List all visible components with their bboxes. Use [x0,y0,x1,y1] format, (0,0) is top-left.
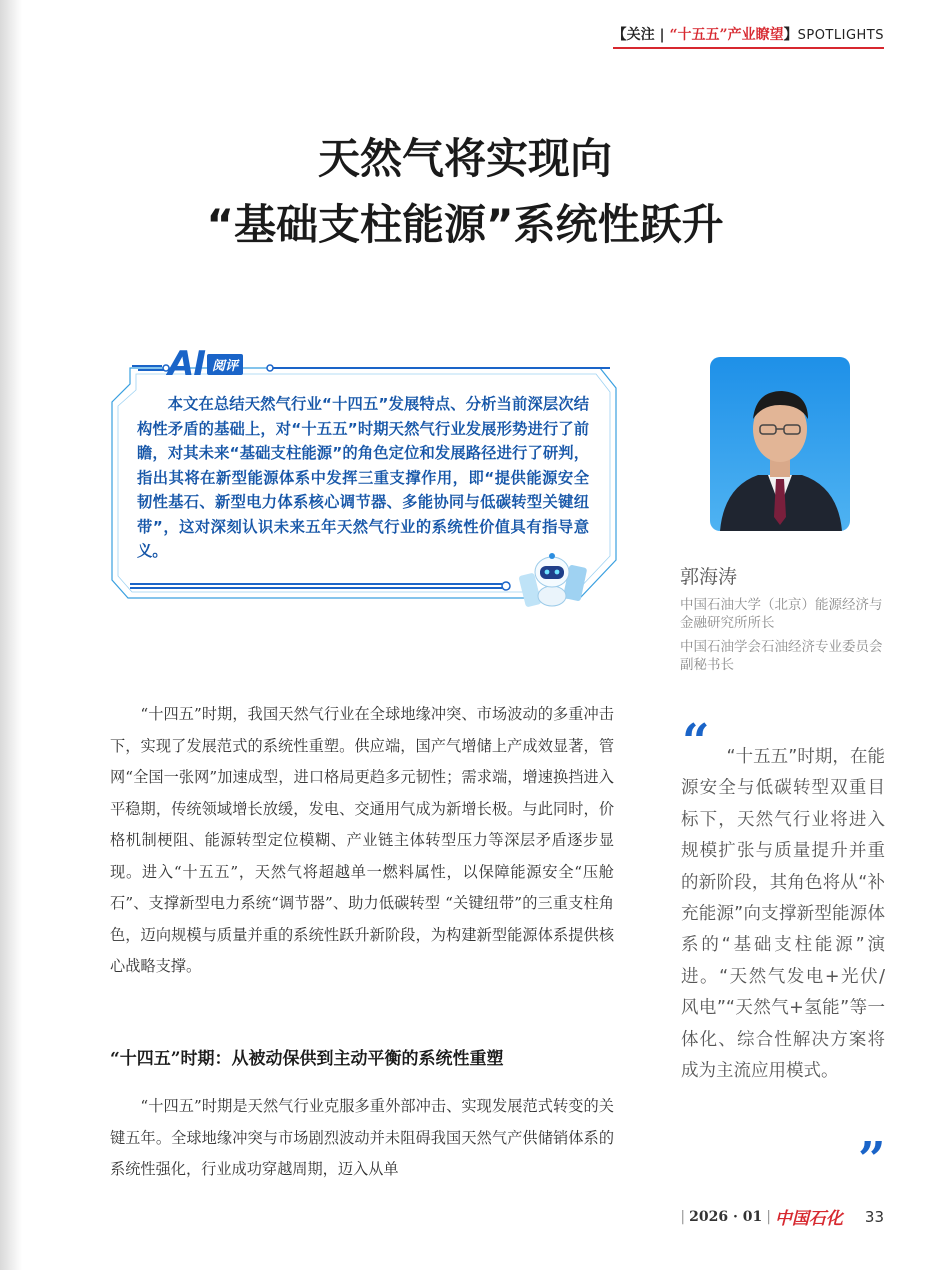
ai-logo-text: AI [168,344,205,384]
section-tag-highlight: “十五五”产业瞭望 [669,27,784,43]
ai-review-label: 阅评 [207,354,243,375]
article-title-line1: 天然气将实现向 [317,134,612,183]
section-tag-suffix: 】 [783,27,798,43]
footer-divider: | [680,1208,686,1225]
section-tag-english: SPOTLIGHTS [797,28,884,43]
issue-number: 2026 · 01 [689,1208,763,1225]
section-tag [613,24,884,49]
page-footer [676,1204,884,1229]
page-number: 33 [864,1207,884,1226]
body-paragraph-1: “十四五”时期，我国天然气行业在全球地缘冲突、市场波动的多重冲击下，实现了发展范式的系统性重塑。供应端，国产气增储上产成效显著，管网“全国一张网”加速成型，进口格局更趋多元韧性；需求端，增速换挡进入平稳期，传统领域增长放缓，发电、交通用气成为新增长极。与此同时，价格机制梗阻、能源转型定位模糊、产业链主体转型压力等深层矛盾逐步显现。进入“十五五”，天然气将超越单一燃料属性，以保障能源安全“压舱石”、支撑新型电力系统“调节器”、助力低碳转型 “关键纽带”的三重支柱角色，迈向规模与质量并重的系统性跃升新阶段，为构建新型能源体系提供核心战略支撑。 [110,705,614,975]
body-paragraph-2: “十四五”时期是天然气行业克服多重外部冲击、实现发展范式转变的关键五年。全球地缘冲突与市场剧烈波动并未阻碍我国天然气产供储销体系的系统性强化，行业成功穿越周期，迈入从单 [110,1097,614,1178]
ai-review-text: 本文在总结天然气行业“十四五”发展特点、分析当前深层次结构性矛盾的基础上，对“十五五”时期天然气行业发展形势进行了前瞻，对其未来“基础支柱能源”的角色定位和发展路径进行了研判，指出其将在新型能源体系中发挥三重支撑作用，即“提供能源安全韧性基石、新型电力体系核心调节器、多能协同与低碳转型关键纽带”，这对深刻认识未来五年天然气行业的系统性价值具有指导意义。 [137,395,589,560]
body-text-block-2 [110,1091,614,1186]
footer-divider: | [766,1208,771,1225]
author-affiliation-2: 中国石油学会石油经济专业委员会副秘书长 [680,639,883,673]
section-tag-prefix: 【关注 | [612,27,670,43]
author-name: 郭海涛 [680,566,738,588]
page-spine-shadow [0,0,22,1270]
quote-open-mark: “ [682,714,710,770]
quote-close-mark: ” [858,1132,886,1188]
author-photo [710,357,850,531]
robot-icon [518,548,588,610]
section-subheading: “十四五”时期：从被动保供到主动平衡的系统性重塑 [110,1049,504,1069]
article-title-line2: “基础支柱能源”系统性跃升 [206,200,724,249]
magazine-logo: 中国石化 [774,1209,843,1229]
pull-quote-text: “十五五”时期，在能源安全与低碳转型双重目标下，天然气行业将进入规模扩张与质量提升并重的新阶段，其角色将从“补充能源”向支撑新型能源体系的“基础支柱能源”演进。“天然气发电+光伏/风电”“天然气+氢能”等一体化、综合性解决方案将成为主流应用模式。 [681,747,885,1082]
author-affiliation-1: 中国石油大学（北京）能源经济与金融研究所所长 [680,597,883,631]
body-text-block-1 [110,699,614,983]
ai-review-logo [168,344,243,384]
